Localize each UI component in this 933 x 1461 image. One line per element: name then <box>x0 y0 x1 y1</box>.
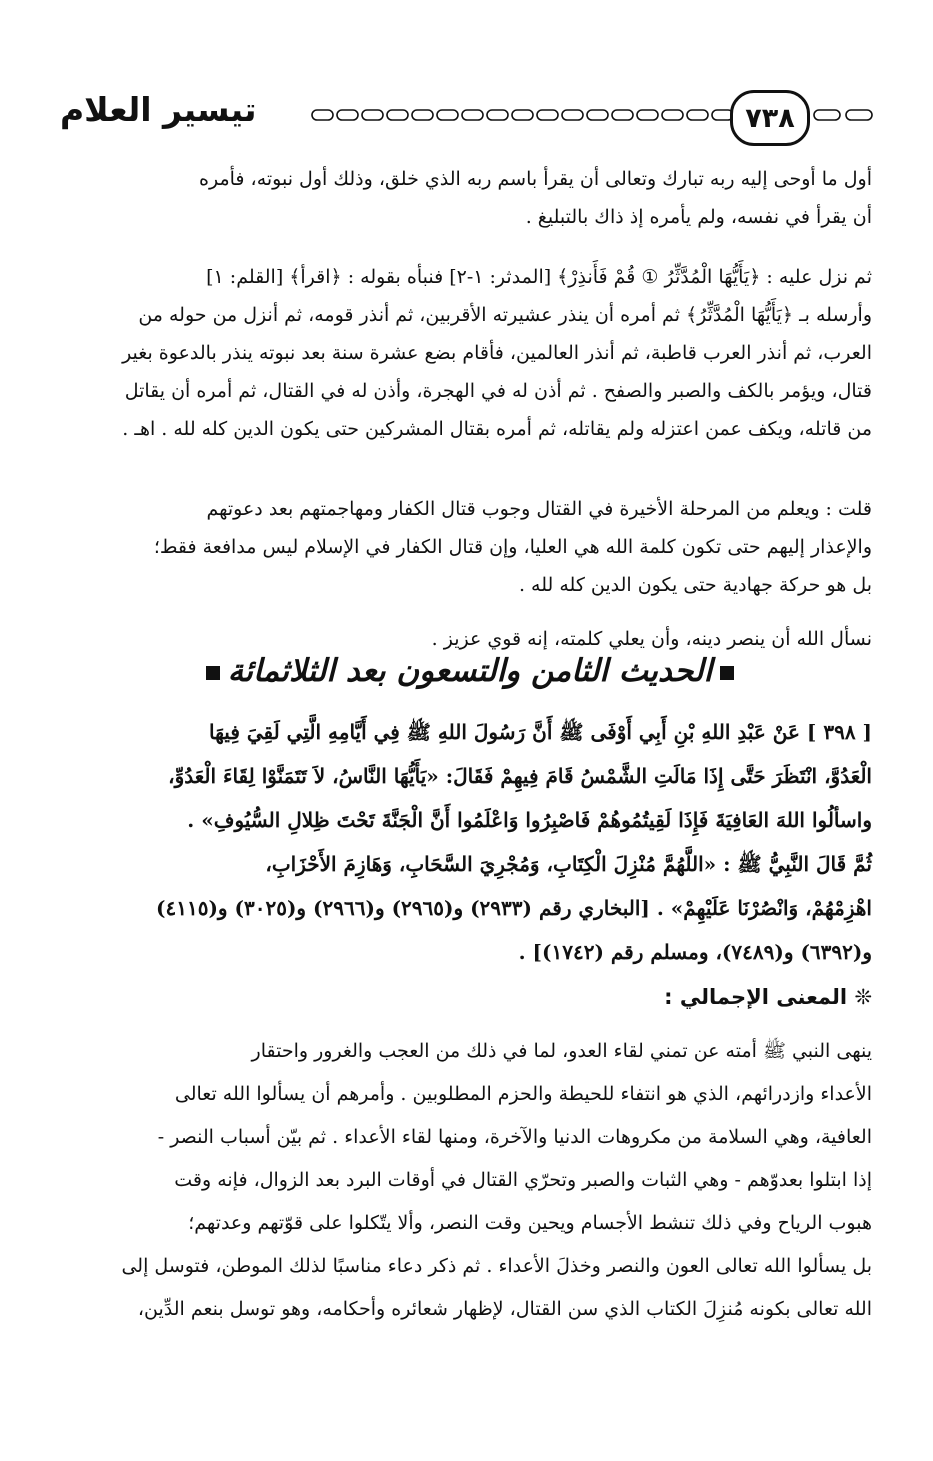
page-number-badge <box>730 90 810 146</box>
running-title: تيسير العلام <box>60 90 257 129</box>
chain-link-icon <box>587 110 608 120</box>
square-bullet-icon <box>720 666 734 680</box>
hadith-line: و(٦٣٩٢) و(٧٤٨٩)، ومسلم رقم (١٧٤٢)] . <box>518 940 872 964</box>
ornament-chain-small-icon <box>812 108 876 122</box>
hadith-line: الْعَدُوَّ، انْتَظَرَ حَتَّى إِذَا مَالَتِ الشَّمْسُ قَامَ فِيهِمْ فَقَالَ: «يَأَيُّهَا النَّاسُ، لاَ تَتَمَنَّوْا لِقَاءَ الْعَدُوِّ، <box>168 764 872 788</box>
text-line: نسأل الله أن ينصر دينه، وأن يعلي كلمته، إنه قوي عزيز . <box>431 628 872 650</box>
chain-link-icon <box>412 110 433 120</box>
revelation-paragraph <box>66 258 872 448</box>
hadith-line: [ ٣٩٨ ] عَنْ عَبْدِ اللهِ بْنِ أَبِي أَوْفَى ﷺ أَنَّ رَسُولَ اللهِ ﷺ فِي أَيَّامِهِ الَّتِي لَقِيَ فِيهَا <box>208 720 872 744</box>
chain-link-icon <box>562 110 583 120</box>
text-line: بل يسألوا الله تعالى العون والنصر وخذلَ الأعداء . ثم ذكر دعاء مناسبًا لذلك الموطن، فتوسل إلى <box>121 1255 872 1277</box>
text-line: هبوب الرياح وفي ذلك تنشط الأجسام ويحين وقت النصر، وألا يتّكلوا على قوّتهم وعدتهم؛ <box>188 1212 872 1234</box>
text-line: من قاتله، ويكف عمن اعتزله ولم يقاتله، ثم أمره بقتال المشركين حتى يكون الدين كله لله . اهـ . <box>122 418 872 440</box>
chain-link-icon <box>362 110 383 120</box>
hadith-line: ثُمَّ قَالَ النَّبِيُّ ﷺ : «اللَّهُمَّ مُنْزِلَ الْكِتَابِ، وَمُجْرِيَ السَّحَابِ، وَهَازِمَ الأَحْزَابِ، <box>265 852 872 876</box>
intro-paragraph <box>66 160 872 236</box>
chain-link-icon <box>662 110 683 120</box>
hadith-line: اهْزِمْهُمْ، وَانْصُرْنَا عَلَيْهِمْ» . [البخاري رقم (٢٩٣٣) و(٢٩٦٥) و(٢٩٦٦) و(٣٠٢٥) و(٤١١٥) <box>156 896 872 920</box>
text-line: أن يقرأ في نفسه، ولم يأمره إذ ذاك بالتبليغ . <box>525 206 872 228</box>
chain-link-icon <box>687 110 708 120</box>
explanation-paragraph <box>66 1030 872 1331</box>
chain-link-icon <box>487 110 508 120</box>
text-line: ينهى النبي ﷺ أمته عن تمني لقاء العدو، لما في ذلك من العجب والغرور واحتقار <box>251 1040 872 1062</box>
hadith-line: واسألُوا اللهَ العَافِيَةَ فَإِذَا لَقِيتُمُوهُمْ فَاصْبِرُوا وَاعْلَمُوا أَنَّ الْجَنَّةَ تَحْتَ ظِلالِ السُّيُوفِ» . <box>187 808 872 832</box>
hadith-text <box>66 710 872 974</box>
text-line: قلت : ويعلم من المرحلة الأخيرة في القتال وجوب قتال الكفار ومهاجمتهم بعد دعوتهم <box>206 498 872 520</box>
page-header <box>60 84 875 146</box>
text-line: قتال، ويؤمر بالكف والصبر والصفح . ثم أذن له في الهجرة، وأذن له في القتال، ثم أمره أن يقاتل <box>124 380 872 402</box>
general-meaning-heading: ❊ المعنى الإجمالي : <box>664 985 872 1009</box>
text-line: وأرسله بـ ﴿يَأَيُّهَا الْمُدَّثِّرُ﴾ ثم أمره أن ينذر عشيرته الأقربين، ثم أنذر قومه، ثم أنزل من حوله من <box>138 304 872 326</box>
text-line: بل هو حركة جهادية حتى يكون الدين كله لله . <box>518 574 872 596</box>
chain-link-icon <box>537 110 558 120</box>
page-number: ٧٣٨ <box>745 102 795 134</box>
text-line: أول ما أوحى إليه ربه تبارك وتعالى أن يقرأ باسم ربه الذي خلق، وذلك أول نبوته، فأمره <box>199 168 872 190</box>
section-title <box>150 653 790 689</box>
chain-link-icon <box>612 110 633 120</box>
chain-link-icon <box>312 110 333 120</box>
chain-link-icon <box>437 110 458 120</box>
text-line: الأعداء وازدرائهم، الذي هو انتفاء للحيطة والحزم المطلوبين . وأمرهم أن يسألوا الله تعالى <box>174 1083 872 1105</box>
ornament-chain-icon <box>310 108 760 122</box>
chain-link-icon <box>337 110 358 120</box>
text-line: إذا ابتلوا بعدوّهم - وهي الثبات والصبر وتحرّي القتال في أوقات البرد بعد الزوال، فإنه وقت <box>174 1169 872 1191</box>
text-line: الله تعالى بكونه مُنزِلَ الكتاب الذي سن القتال، لإظهار شعائره وأحكامه، وهو توسل بنعم الدِّين، <box>137 1298 872 1320</box>
chain-link-icon <box>387 110 408 120</box>
text-line: ثم نزل عليه : ﴿يَأَيُّهَا الْمُدَّثِّرُ ① قُمْ فَأَنذِرْ﴾ [المدثر: ١-٢] فنبأه بقوله : ﴿اقرأ﴾ [القلم: ١] <box>206 266 872 288</box>
section-title-text: الحديث الثامن والتسعون بعد الثلاثمائة <box>227 653 713 689</box>
text-line: العافية، وهي السلامة من مكروهات الدنيا والآخرة، ومنها لقاء الأعداء . ثم بيّن أسباب النصر - <box>157 1126 872 1148</box>
chain-link-icon <box>637 110 658 120</box>
square-bullet-icon <box>206 666 220 680</box>
chain-link-icon <box>462 110 483 120</box>
text-line: العرب، ثم أنذر العرب قاطبة، ثم أنذر العالمين، فأقام بضع عشرة سنة بعد نبوته ينذر بالدعوة بغير <box>122 342 872 364</box>
text-line: والإعذار إليهم حتى تكون كلمة الله هي العليا، وإن قتال الكفار في الإسلام ليس مدافعة فقط؛ <box>153 536 872 558</box>
chain-link-icon <box>512 110 533 120</box>
comment-paragraph <box>66 490 872 604</box>
